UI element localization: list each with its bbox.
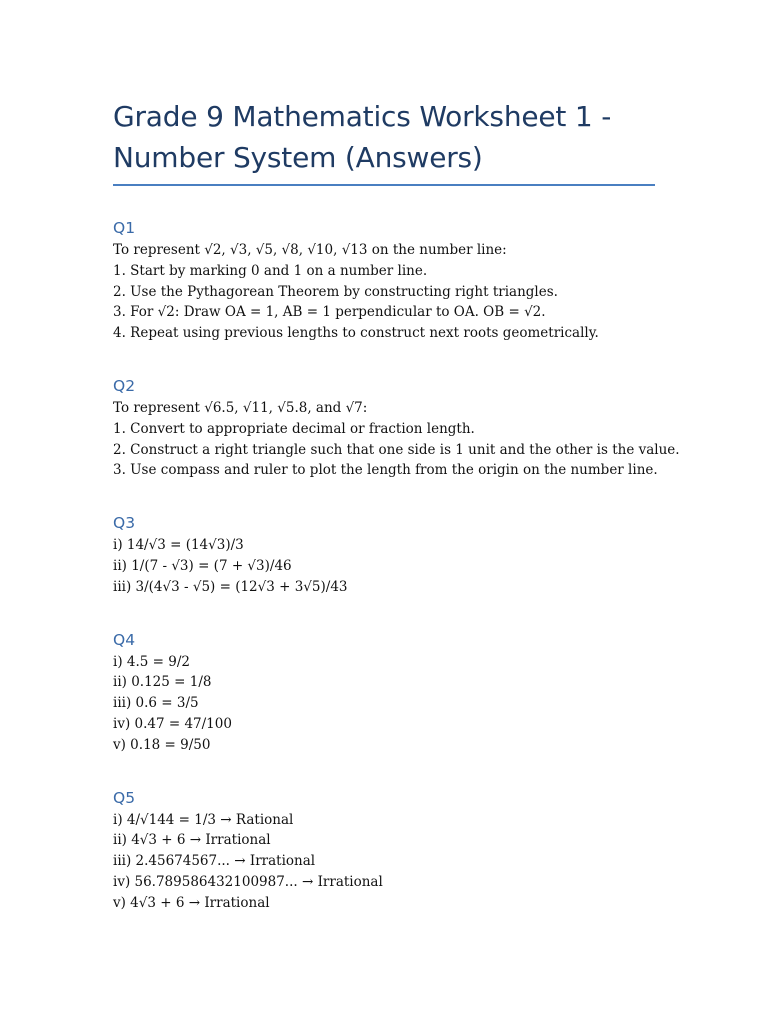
answer-line: iii) 2.45674567... → Irrational [113,853,316,870]
question-heading: Q2 [113,376,136,395]
question-heading: Q1 [113,219,136,237]
question-section-q4 [113,629,655,756]
answer-line: 3. Use compass and ruler to plot the length from the origin on the number line. [113,462,658,479]
answer-line: i) 14/√3 = (14√3)/3 [113,537,244,554]
question-heading: Q4 [113,630,136,649]
question-section-q3 [113,512,655,597]
answer-line: i) 4/√144 = 1/3 → Rational [113,811,294,828]
answer-lines [113,398,680,481]
answer-lines [113,535,655,597]
answer-line: iii) 3/(4√3 - √5) = (12√3 + 3√5)/43 [113,578,348,595]
answer-line: 4. Repeat using previous lengths to construct next roots geometrically. [113,325,599,342]
answer-line: ii) 0.125 = 1/8 [113,674,212,691]
answer-line: v) 4√3 + 6 → Irrational [113,894,270,911]
answer-lines [113,652,655,756]
answer-lines [113,810,655,914]
answer-line: iii) 0.6 = 3/5 [113,695,199,712]
answer-line: 1. Convert to appropriate decimal or fraction length. [113,420,475,437]
answer-line: i) 4.5 = 9/2 [113,653,190,670]
page-title: Grade 9 Mathematics Worksheet 1 - Number System (Answers) [113,100,612,174]
answer-line: To represent √6.5, √11, √5.8, and √7: [113,399,368,416]
answer-line: 3. For √2: Draw OA = 1, AB = 1 perpendicular to OA. OB = √2. [113,304,546,321]
answer-line: 2. Use the Pythagorean Theorem by constructing right triangles. [113,283,558,300]
answer-line: ii) 4√3 + 6 → Irrational [113,832,271,849]
question-heading: Q5 [113,788,136,807]
answer-line: To represent √2, √3, √5, √8, √10, √13 on the number line: [113,242,507,258]
answer-line: 1. Start by marking 0 and 1 on a number line. [113,262,428,279]
worksheet-page [113,96,680,914]
answer-line: v) 0.18 = 9/50 [113,736,211,753]
question-section-q2 [113,375,680,481]
question-heading: Q3 [113,514,136,533]
answer-line: ii) 1/(7 - √3) = (7 + √3)/46 [113,557,292,574]
answer-line: iv) 56.789586432100987... → Irrational [113,873,383,890]
answer-lines [113,240,655,344]
title-divider [113,184,655,186]
question-section-q1 [113,217,655,344]
answer-line: 2. Construct a right triangle such that one side is 1 unit and the other is the value. [113,441,680,458]
question-section-q5 [113,787,655,914]
answer-line: iv) 0.47 = 47/100 [113,715,232,732]
